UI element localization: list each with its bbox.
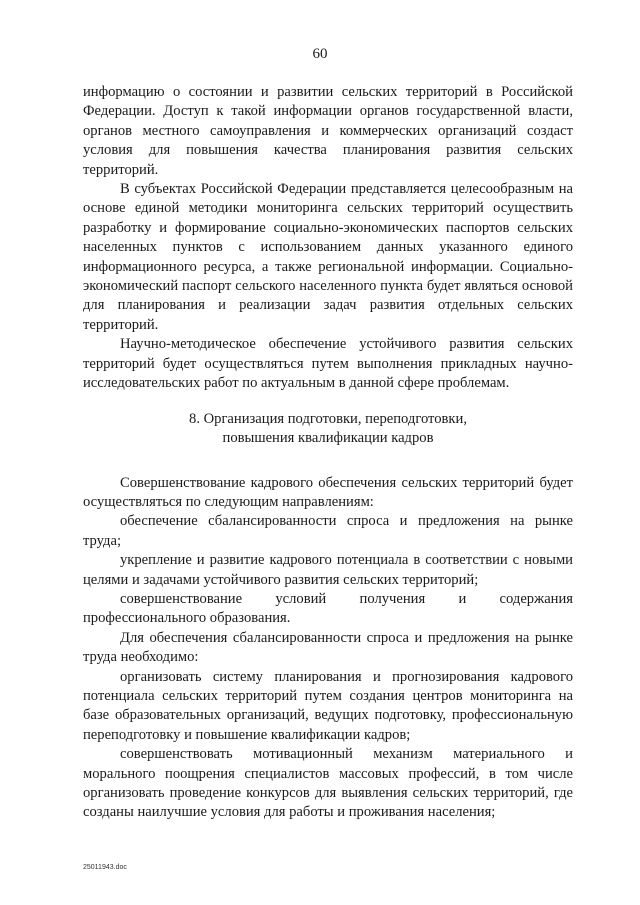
paragraph: Научно-методическое обеспечение устойчивого развития сельских территорий будет осуществляться путем выполнения прикладных научно-исследовательских работ по актуальным в данной сфере проблемам. (83, 336, 573, 392)
paragraph: В субъектах Российской Федерации представляется целесообразным на основе единой методики мониторинга сельских территорий осуществить разработку и формирование социально-экономических паспортов сельских населенных пунктов с использованием данных указанного единого информационного ресурса, а также региональной информации. Социально-экономический паспорт сельского населенного пункта будет являться основой для планирования и реализации задач развития отдельных сельских территорий. (83, 181, 573, 333)
page-number: 60 (312, 46, 328, 62)
section-heading-line: повышения квалификации кадров (222, 429, 434, 446)
paragraph: Совершенствование кадрового обеспечения сельских территорий будет осуществляться по следующим направлениям: (83, 474, 573, 510)
list-item: совершенствовать мотивационный механизм материального и морального поощрения специалистов массовых профессий, в том числе организовать проведение конкурсов для выявления сельских территорий, где созданы наилучшие условия для работы и проживания населения; (83, 746, 573, 821)
document-body (83, 83, 573, 823)
list-item: обеспечение сбалансированности спроса и предложения на рынке труда; (83, 513, 573, 549)
paragraph: Для обеспечения сбалансированности спроса и предложения на рынке труда необходимо: (83, 629, 573, 666)
list-item: организовать систему планирования и прогнозирования кадрового потенциала сельских территорий путем создания центров мониторинга на базе образовательных организаций, ведущих подготовку, профессиональную переподготовку и повышение квалификации кадров; (83, 668, 573, 743)
section-heading-line: 8. Организация подготовки, переподготовки, (189, 410, 467, 427)
paragraph: информацию о состоянии и развитии сельских территорий в Российской Федерации. Доступ к такой информации органов государственной власти, органов местного самоуправления и коммерческих организаций создаст условия для повышения качества планирования развития сельских территорий. (83, 84, 573, 178)
section-heading (83, 410, 573, 448)
footer-doc-code: 25011943.doc (83, 864, 127, 871)
list-item: совершенствование условий получения и содержания профессионального образования. (83, 590, 573, 627)
list-item: укрепление и развитие кадрового потенциала в соответствии с новыми целями и задачами устойчивого развития сельских территорий; (83, 552, 573, 588)
